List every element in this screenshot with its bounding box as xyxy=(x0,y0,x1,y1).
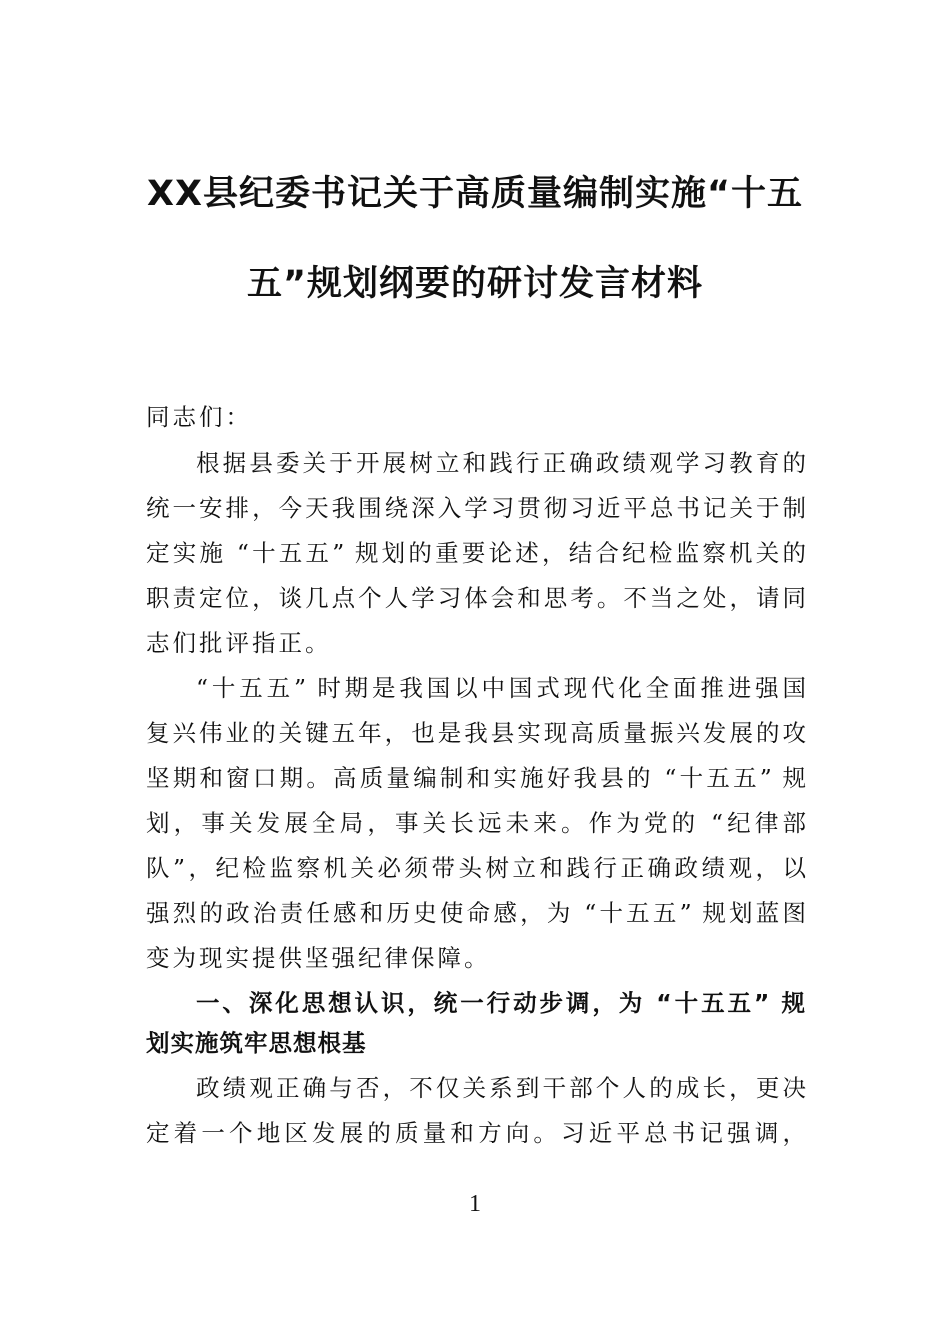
section-heading-line: 划实施筑牢思想根基 xyxy=(146,1029,367,1057)
body-line: 坚期和窗口期。高质量编制和实施好我县的 “十五五” 规 xyxy=(146,764,806,792)
body-line: 志们批评指正。 xyxy=(146,629,332,657)
body-line: 队”，纪检监察机关必须带头树立和践行正确政绩观，以 xyxy=(146,854,806,882)
body-line: 复兴伟业的关键五年，也是我县实现高质量振兴发展的攻 xyxy=(146,719,806,747)
body-line: 统一安排，今天我围绕深入学习贯彻习近平总书记关于制 xyxy=(146,494,806,522)
section-heading-line: 一、深化思想认识，统一行动步调，为 “十五五” 规 xyxy=(196,989,806,1017)
body-line: 根据县委关于开展树立和践行正确政绩观学习教育的 xyxy=(196,449,806,477)
body-line: “十五五” 时期是我国以中国式现代化全面推进强国 xyxy=(196,674,806,702)
body-line: 政绩观正确与否，不仅关系到干部个人的成长，更决 xyxy=(196,1074,806,1102)
body-line: 定实施 “十五五” 规划的重要论述，结合纪检监察机关的 xyxy=(146,539,806,567)
document-title-line-2: 五”规划纲要的研讨发言材料 xyxy=(246,264,703,304)
body-line: 划，事关发展全局，事关长远未来。作为党的 “纪律部 xyxy=(146,809,806,837)
body-line: 变为现实提供坚强纪律保障。 xyxy=(146,944,491,972)
body-line: 定着一个地区发展的质量和方向。习近平总书记强调， xyxy=(146,1119,806,1147)
body-line: 强烈的政治责任感和历史使命感，为 “十五五” 规划蓝图 xyxy=(146,899,806,927)
document-title-line-1: XX县纪委书记关于高质量编制实施“十五 xyxy=(147,174,803,214)
page-number: 1 xyxy=(469,1191,481,1217)
salutation: 同志们： xyxy=(146,403,252,431)
body-line: 职责定位，谈几点个人学习体会和思考。不当之处，请同 xyxy=(146,584,806,612)
